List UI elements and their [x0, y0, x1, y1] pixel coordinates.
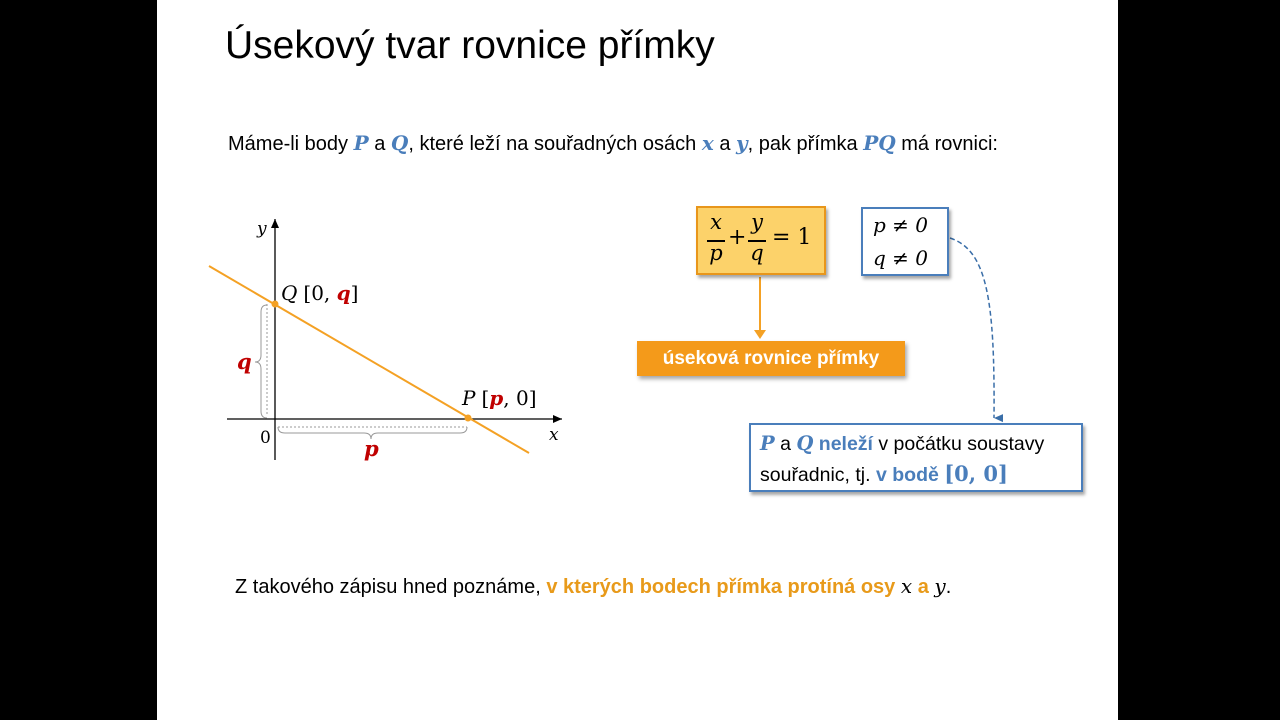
- point-p-symbol: P: [353, 131, 369, 155]
- bottom-y-symbol: y: [934, 574, 946, 598]
- line-pq: [209, 266, 529, 453]
- formula-denominator-p: p: [709, 241, 723, 265]
- point-q-coord-open: [0,: [303, 281, 337, 305]
- x-axis-label: x: [549, 425, 559, 445]
- intro-part: a: [713, 133, 737, 155]
- point-p-name: P: [462, 386, 476, 410]
- conditions-box: [861, 207, 949, 276]
- point-q-label: [281, 281, 358, 305]
- formula-arrow-head: [754, 330, 766, 339]
- intro-part: , pak přímka: [747, 133, 864, 155]
- note-box: [749, 423, 1083, 492]
- point-p-dot: [465, 415, 472, 422]
- slide: [157, 0, 1118, 720]
- y-axis-label: y: [257, 219, 267, 239]
- intro-part: , které leží na souřadných osách: [408, 133, 702, 155]
- p-brace-label: p: [364, 436, 379, 461]
- point-p-label: [461, 386, 537, 410]
- formula-plus: +: [728, 225, 747, 250]
- note-part: souřadnic, tj.: [760, 464, 876, 486]
- note-part: v počátku soustavy: [872, 433, 1045, 455]
- point-p-coord-open: [: [481, 386, 490, 410]
- note-p-symbol: P: [760, 432, 775, 455]
- bottom-part: a: [912, 576, 935, 598]
- intercept-form-label: úseková rovnice přímky: [637, 341, 905, 376]
- q-brace-label: q: [237, 349, 252, 374]
- bottom-x-symbol: x: [900, 574, 913, 598]
- intro-part: a: [368, 133, 391, 155]
- point-q-coord-close: ]: [350, 281, 359, 305]
- q-brace: [255, 305, 267, 418]
- slide-title: Úsekový tvar rovnice přímky: [225, 24, 715, 67]
- point-q-symbol: Q: [390, 131, 409, 155]
- bottom-part: .: [945, 576, 952, 598]
- formula-numerator-y: y: [751, 210, 763, 234]
- axis-y-symbol: y: [736, 131, 748, 155]
- bottom-text: [235, 574, 951, 599]
- point-p-coord-value: p: [489, 386, 504, 410]
- bottom-highlight: v kterých bodech přímka protíná osy: [546, 576, 901, 598]
- line-pq-symbol: PQ: [863, 131, 896, 155]
- condition-q: q ≠ 0: [873, 246, 928, 270]
- formula-box: [696, 206, 826, 275]
- note-origin-point: [0, 0]: [944, 461, 1008, 486]
- intro-part: má rovnici:: [895, 133, 998, 155]
- point-q-coord-value: q: [336, 281, 351, 305]
- note-line-2: [760, 459, 1081, 490]
- condition-p: p ≠ 0: [873, 213, 928, 237]
- axis-x-symbol: x: [701, 131, 714, 155]
- condition-to-note-arrow: [950, 238, 994, 418]
- note-line-1: [760, 429, 1081, 459]
- formula-denominator-q: q: [750, 241, 764, 265]
- point-p-coord-close: , 0]: [503, 386, 537, 410]
- bottom-part: Z takového zápisu hned poznáme,: [235, 576, 547, 598]
- point-q-name: Q: [281, 281, 298, 305]
- note-q-symbol: Q: [796, 432, 814, 455]
- note-nelezi: neleží: [813, 433, 873, 455]
- formula-numerator-x: x: [710, 210, 722, 234]
- point-q-dot: [272, 301, 279, 308]
- formula-equals-one: = 1: [772, 225, 812, 250]
- note-v-bode: v bodě: [875, 464, 945, 486]
- origin-label: 0: [260, 428, 271, 448]
- note-part: a: [774, 433, 797, 455]
- intro-part: Máme-li body: [228, 133, 354, 155]
